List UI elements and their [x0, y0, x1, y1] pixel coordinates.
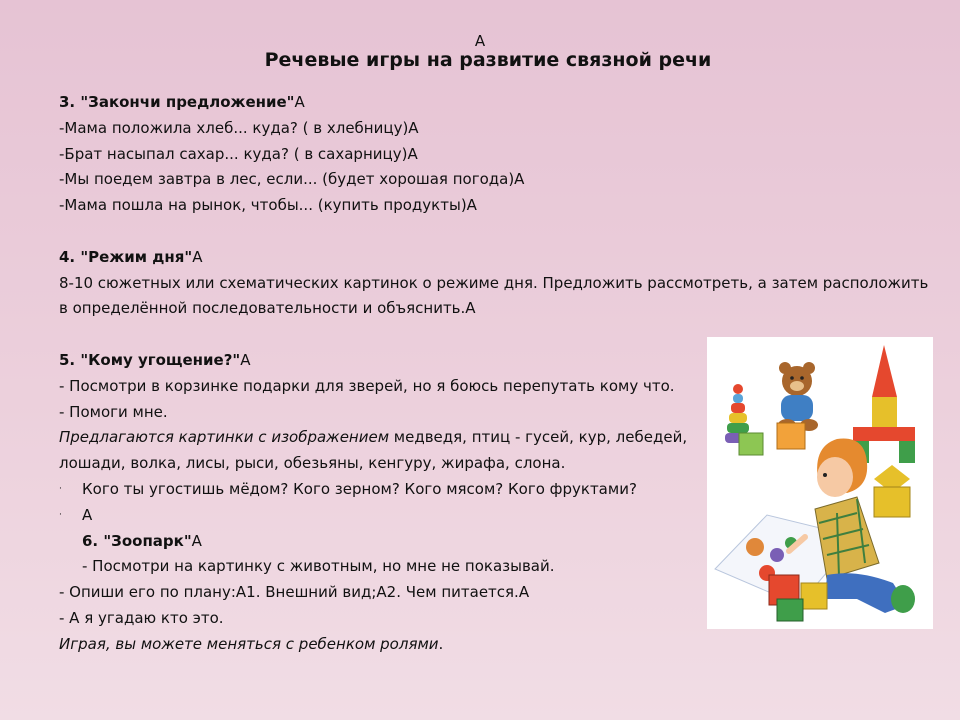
game4-heading-line: [59, 245, 939, 271]
game5-line: - Помоги мне.: [59, 402, 168, 421]
game3-heading-line: [59, 90, 939, 116]
game6-line: - Посмотри на картинку с животным, но мне не показывай.: [82, 557, 555, 576]
cube-icon: [801, 583, 827, 609]
game6-text: .: [438, 634, 444, 653]
bullet-marker: ·: [59, 509, 62, 520]
game6-heading-suffix: A: [191, 531, 202, 550]
game5-text: медведя, птиц - гусей, кур, лебедей,: [389, 428, 688, 447]
bullet-text: A: [82, 505, 93, 524]
game6-line: - Опиши его по плану:A1. Внешний вид;A2. Чем питается.A: [59, 583, 530, 602]
game3-line: -Мама пошла на рынок, чтобы... (купить продукты)A: [59, 196, 477, 215]
game5-heading-suffix: A: [240, 350, 251, 369]
game4-line: в определённой последовательности и объяснить.A: [59, 299, 476, 318]
bullet-text: Кого ты угостишь мёдом? Кого зерном? Кого мясом? Кого фруктами?: [82, 479, 637, 498]
page-title: Речевые игры на развитие связной речи: [264, 49, 712, 71]
illustration-svg: [707, 337, 933, 629]
game5-line: - Посмотри в корзинке подарки для зверей, но я боюсь перепутать кому что.: [59, 376, 675, 395]
game4-heading-suffix: A: [192, 247, 203, 266]
game3-heading: 3. "Закончи предложение": [59, 93, 295, 111]
top-mark: A: [474, 32, 486, 50]
game5-heading: 5. "Кому угощение?": [59, 350, 241, 369]
castle-blocks-icon: [853, 345, 915, 517]
cube-icon: [777, 423, 805, 449]
game3-heading-suffix: A: [294, 93, 305, 111]
game3-line: -Мама положила хлеб... куда? ( в хлебницу)A: [59, 118, 419, 137]
game6-line: [59, 632, 939, 658]
game6-heading: 6. "Зоопарк": [82, 531, 192, 550]
game6-italic-text: Играя, вы можете меняться с ребенком ролями: [59, 634, 439, 653]
game6-line: - А я угадаю кто это.: [59, 608, 224, 627]
teddy-bear-icon: [778, 362, 818, 431]
game3-line: -Брат насыпал сахар... куда? ( в сахарницу)A: [59, 144, 418, 163]
child-with-blocks-illustration: [707, 337, 933, 629]
game4-heading: 4. "Режим дня": [59, 247, 193, 266]
spacer: [59, 219, 939, 245]
cube-icon: [777, 599, 803, 621]
game3-line: -Мы поедем завтра в лес, если... (будет хорошая погода)A: [59, 170, 525, 189]
game5-italic-text: Предлагаются картинки с изображением: [59, 428, 390, 447]
game5-line: лошади, волка, лисы, рыси, обезьяны, кенгуру, жирафа, слона.: [59, 454, 566, 473]
game4-line: 8-10 сюжетных или схематических картинок о режиме дня. Предложить рассмотреть, а затем расположить: [59, 273, 929, 292]
bullet-marker: ·: [59, 483, 62, 494]
cube-icon: [739, 433, 763, 455]
